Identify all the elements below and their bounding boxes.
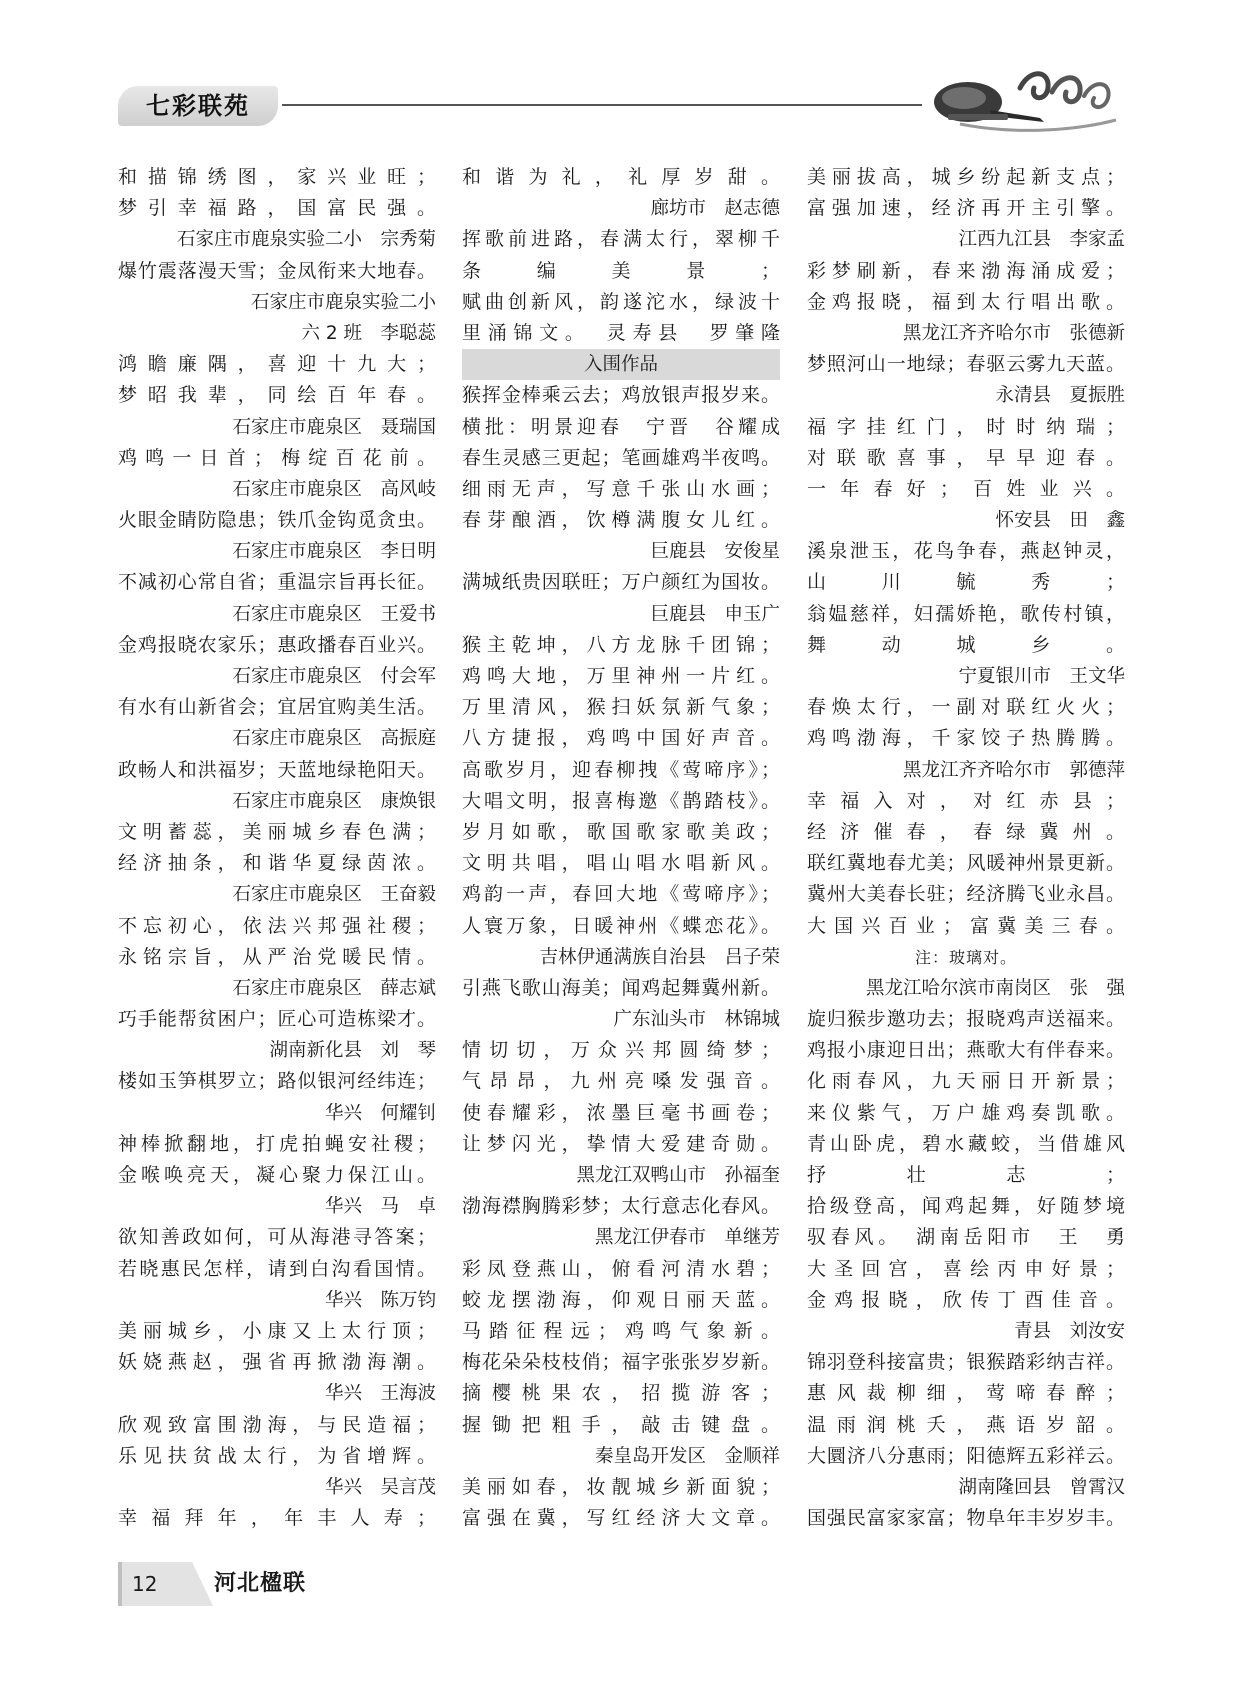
author-line: 石家庄市鹿泉区 付会军: [232, 666, 436, 687]
author-line: 江西九江县 李家孟: [958, 229, 1125, 251]
couplet-line: 欲知善政如何，可从海港寻答案；: [118, 1226, 436, 1249]
author-line: 石家庄市鹿泉区 王奋毅: [232, 884, 436, 906]
couplet-line: 梦昭我辈，同绘百年春。: [118, 384, 436, 407]
couplet-line: 和谐为礼，礼厚岁甜。: [462, 166, 780, 188]
couplet-line: 富强在冀，写红经济大文章。: [462, 1507, 780, 1530]
couplet-line: 猴主乾坤，八方龙脉千团锦；: [462, 633, 780, 656]
couplet-line: 幸福入对，对红赤县；: [807, 789, 1125, 812]
author-line: 吉林伊通满族自治县 吕子荣: [539, 946, 780, 968]
author-line: 青县 刘汝安: [1013, 1320, 1125, 1342]
author-line: 巨鹿县 申玉广: [650, 603, 780, 625]
couplet-line: 旋归猴步邀功去；报晓鸡声送福来。: [807, 1008, 1125, 1031]
couplet-line: 美丽城乡，小康又上太行顶；: [118, 1319, 436, 1342]
author-line: 石家庄市鹿泉区 聂瑞国: [232, 416, 436, 438]
couplet-line: 巧手能帮贫困户；匠心可造栋梁才。: [118, 1008, 436, 1031]
couplet-line: 鸡韵一声，春回大地《莺啼序》；: [462, 883, 780, 906]
couplet-line: 文明共唱，唱山唱水唱新风。: [462, 852, 780, 875]
couplet-line: 梦引幸福路，国富民强。: [118, 197, 436, 220]
couplet-line: 山川毓秀；: [807, 571, 1125, 594]
author-line: 广东汕头市 林锦城: [613, 1009, 780, 1031]
note-line: 注：玻璃对。: [914, 947, 1017, 967]
couplet-line: 握锄把粗手，敲击键盘。: [462, 1413, 780, 1436]
section-heading: 入围作品: [462, 349, 780, 380]
couplet-line: 拾级登高，闻鸡起舞，好随梦境: [807, 1195, 1125, 1218]
couplet-line: 高歌岁月，迎春柳拽《莺啼序》；: [462, 758, 780, 781]
couplet-line: 鸡报小康迎日出；燕歌大有伴春来。: [807, 1039, 1125, 1062]
couplet-line: 马踏征程远；鸡鸣气象新。: [462, 1319, 780, 1342]
couplet-line: 舞动城乡。: [807, 633, 1125, 656]
couplet-line: 渤海襟胸腾彩梦；太行意志化春风。: [462, 1195, 780, 1218]
couplet-line: 梦照河山一地绿；春驱云雾九天蓝。: [807, 353, 1125, 376]
couplet-line: 火眼金睛防隐患；铁爪金钩觅贪虫。: [118, 509, 436, 532]
couplet-line: 妖娆燕赵，强省再掀渤海潮。: [118, 1351, 436, 1374]
couplet-line: 春生灵感三更起；笔画雄鸡半夜鸣。: [462, 446, 780, 469]
couplet-line: 一年春好；百姓业兴。: [807, 477, 1125, 500]
couplet-line: 抒壮志；: [807, 1164, 1125, 1186]
author-line: 华兴 马 卓: [324, 1196, 436, 1218]
author-line: 石家庄市鹿泉实验二小 宗秀菊: [176, 229, 436, 251]
couplet-line: 春芽酿酒，饮樽满腹女儿红。: [462, 509, 780, 532]
couplet-line: 经济抽条，和谐华夏绿茵浓。: [118, 852, 436, 875]
couplet-line: 神棒掀翻地，打虎拍蝇安社稷；: [118, 1132, 436, 1155]
couplet-line: 爆竹震落漫天雪；金凤衔来大地春。: [118, 259, 436, 282]
couplet-line: 春焕太行，一副对联红火火；: [807, 696, 1125, 719]
couplet-line: 大唱文明，报喜梅邀《鹊踏枝》。: [462, 789, 780, 812]
author-line: 华兴 吴言茂: [324, 1476, 436, 1498]
couplet-line: 若晓惠民怎样，请到白沟看国情。: [118, 1257, 436, 1280]
couplet-line: 和描锦绣图，家兴业旺；: [118, 166, 436, 188]
footer-bar: [118, 1562, 122, 1606]
couplet-line: 条编美景；: [462, 259, 780, 282]
couplet-line: 来仪紫气，万户雄鸡奏凯歌。: [807, 1101, 1125, 1124]
couplet-line: 猴挥金棒乘云去；鸡放银声报岁来。: [462, 384, 780, 407]
author-line: 华兴 陈万钧: [324, 1289, 436, 1311]
couplet-line: 不减初心常自省；重温宗旨再长征。: [118, 571, 436, 594]
column-3: [807, 162, 1125, 1534]
couplet-line: 八方捷报，鸡鸣中国好声音。: [462, 727, 780, 750]
couplet-line: 彩梦刷新，春来渤海涌成爱；: [807, 259, 1125, 282]
author-line: 石家庄市鹿泉区 康焕银: [232, 790, 436, 812]
author-line: 黑龙江伊春市 单继芳: [594, 1227, 780, 1249]
couplet-line: 梅花朵朵枝枝俏；福字张张岁岁新。: [462, 1351, 780, 1374]
couplet-line: 金鸡报晓农家乐；惠政播春百业兴。: [118, 633, 436, 656]
author-line: 黑龙江齐齐哈尔市 张德新: [902, 322, 1125, 344]
couplet-line: 鸡鸣渤海，千家饺子热腾腾。: [807, 727, 1125, 750]
author-line: 秦皇岛开发区 金顺祥: [594, 1445, 780, 1467]
author-line: 黑龙江齐齐哈尔市 郭德萍: [902, 759, 1125, 781]
author-line: 华兴 何耀钊: [324, 1102, 436, 1124]
couplet-line: 鸿瞻廉隅，喜迎十九大；: [118, 353, 436, 376]
couplet-line: 挥歌前进路，春满太行，翠柳千: [462, 228, 780, 251]
author-line: 石家庄市鹿泉区 王爱书: [232, 603, 436, 625]
couplet-line: 摘樱桃果农，招揽游客；: [462, 1382, 780, 1405]
couplet-line: 锦羽登科接富贵；银猴踏彩纳吉祥。: [807, 1351, 1125, 1374]
couplet-line: 福字挂红门，时时纳瑞；: [807, 415, 1125, 438]
column-2: [462, 162, 780, 1534]
author-line: 黑龙江双鸭山市 孙福奎: [576, 1165, 780, 1186]
section-title: 七彩联苑: [118, 86, 278, 126]
author-line: 石家庄市鹿泉区 薛志斌: [232, 977, 436, 999]
author-line: 石家庄市鹿泉区 高振庭: [232, 728, 436, 750]
couplet-line: 细雨无声，写意千张山水画；: [462, 477, 780, 500]
couplet-line: 文明蓄蕊，美丽城乡春色满；: [118, 820, 436, 843]
couplet-line: 冀州大美春长驻；经济腾飞业永昌。: [807, 883, 1125, 906]
couplet-line: 欣观致富围渤海，与民造福；: [118, 1413, 436, 1436]
author-line: 怀安县 田 鑫: [995, 510, 1125, 532]
couplet-line: 气昂昂，九州亮嗓发强音。: [462, 1070, 780, 1093]
couplet-line: 满城纸贵因联旺；万户颜红为国妆。: [462, 571, 780, 594]
couplet-line: 楼如玉笋棋罗立；路似银河经纬连；: [118, 1070, 436, 1093]
ink-brush-ornament-icon: [920, 58, 1120, 138]
couplet-line: 青山卧虎，碧水藏蛟，当借雄风: [807, 1132, 1125, 1155]
couplet-line: 永铭宗旨，从严治党暖民情。: [118, 945, 436, 968]
column-1: [118, 162, 436, 1534]
couplet-line: 人寰万象，日暖神州《蝶恋花》。: [462, 914, 780, 937]
couplet-line: 金鸡报晓，欣传丁酉佳音。: [807, 1288, 1125, 1311]
couplet-line: 翁媪慈祥，妇孺娇艳，歌传村镇，: [807, 602, 1125, 625]
couplet-line: 横批：明景迎春 宁晋 谷耀成: [462, 415, 780, 438]
couplet-line: 引燕飞歌山海美；闻鸡起舞冀州新。: [462, 976, 780, 999]
header-rule: [282, 104, 922, 106]
couplet-line: 彩凤登燕山，俯看河清水碧；: [462, 1257, 780, 1280]
couplet-line: 美丽如春，妆靓城乡新面貌；: [462, 1475, 780, 1498]
couplet-line: 对联歌喜事，早早迎春。: [807, 446, 1125, 469]
couplet-line: 赋曲创新风，韵遂沱水，绿波十: [462, 290, 780, 313]
couplet-line: 国强民富家家富；物阜年丰岁岁丰。: [807, 1507, 1125, 1530]
couplet-line: 里涌锦文。 灵寿县 罗肇隆: [462, 321, 780, 344]
couplet-line: 大国兴百业；富冀美三春。: [807, 914, 1125, 937]
couplet-line: 蛟龙摆渤海，仰观日丽天蓝。: [462, 1288, 780, 1311]
couplet-line: 富强加速，经济再开主引擎。: [807, 197, 1125, 220]
couplet-line: 驭春风。 湖南岳阳市 王 勇: [807, 1226, 1125, 1249]
magazine-name: 河北楹联: [214, 1571, 307, 1596]
couplet-line: 政畅人和洪福岁；天蓝地绿艳阳天。: [118, 758, 436, 781]
couplet-line: 化雨春风，九天丽日开新景；: [807, 1070, 1125, 1093]
author-line: 巨鹿县 安俊星: [650, 541, 780, 563]
couplet-line: 大圜济八分惠雨；阳德辉五彩祥云。: [807, 1444, 1125, 1467]
couplet-line: 联红冀地春尤美；风暖神州景更新。: [807, 852, 1125, 875]
couplet-line: 幸福拜年，年丰人寿；: [118, 1507, 436, 1530]
author-line: 黑龙江哈尔滨市南岗区 张 强: [865, 977, 1125, 999]
author-line: 永清县 夏振胜: [995, 385, 1125, 407]
author-line: 廊坊市 赵志德: [650, 198, 780, 220]
couplet-line: 鸡鸣一日首；梅绽百花前。: [118, 446, 436, 469]
couplet-line: 金喉唤亮天，凝心聚力保江山。: [118, 1164, 436, 1186]
author-line: 石家庄市鹿泉区 李日明: [232, 541, 436, 563]
couplet-line: 情切切，万众兴邦圆绮梦；: [462, 1039, 780, 1062]
couplet-line: 有水有山新省会；宜居宜购美生活。: [118, 696, 436, 719]
couplet-line: 大圣回宫，喜绘丙申好景；: [807, 1257, 1125, 1280]
page-number: 12: [132, 1572, 158, 1596]
author-line: 六 2 班 李聪蕊: [301, 322, 436, 344]
couplet-line: 惠风裁柳细，莺啼春醉；: [807, 1382, 1125, 1405]
author-line: 石家庄市鹿泉区 高风岐: [232, 478, 436, 500]
couplet-line: 不忘初心，依法兴邦强社稷；: [118, 914, 436, 937]
couplet-line: 岁月如歌，歌国歌家歌美政；: [462, 820, 780, 843]
couplet-line: 万里清风，猴扫妖氛新气象；: [462, 696, 780, 719]
couplet-line: 使春耀彩，浓墨巨毫书画卷；: [462, 1101, 780, 1124]
author-line: 华兴 王海波: [324, 1383, 436, 1405]
author-line: 石家庄市鹿泉实验二小: [250, 291, 436, 313]
couplet-line: 经济催春，春绿冀州。: [807, 820, 1125, 843]
couplet-line: 温雨润桃夭，燕语岁韶。: [807, 1413, 1125, 1436]
author-line: 湖南新化县 刘 琴: [269, 1040, 436, 1062]
couplet-line: 让梦闪光，挚情大爱建奇勋。: [462, 1132, 780, 1155]
couplet-line: 溪泉泄玉，花鸟争春，燕赵钟灵，: [807, 540, 1125, 563]
couplet-line: 乐见扶贫战太行，为省增辉。: [118, 1444, 436, 1467]
couplet-line: 美丽拔高，城乡纷起新支点；: [807, 166, 1125, 188]
author-line: 湖南隆回县 曾霄汉: [958, 1476, 1125, 1498]
couplet-line: 鸡鸣大地，万里神州一片红。: [462, 665, 780, 687]
couplet-line: 金鸡报晓，福到太行唱出歌。: [807, 290, 1125, 313]
author-line: 宁夏银川市 王文华: [958, 666, 1125, 687]
